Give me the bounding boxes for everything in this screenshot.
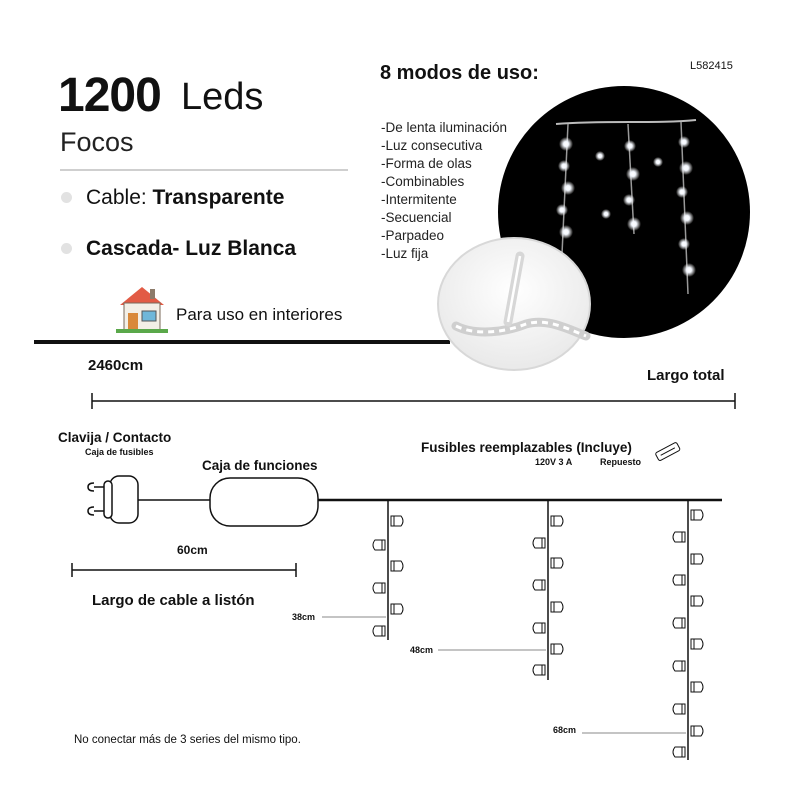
spec-cable-value: Transparente: [152, 186, 285, 209]
led-bulb-icon: [551, 558, 563, 568]
drop-length-short: 38cm: [292, 612, 316, 622]
title-led-unit: Leds: [181, 76, 264, 118]
led-bulb-icon: [673, 575, 685, 585]
led-bulb-icon: [691, 596, 703, 606]
led-bulb-icon: [373, 540, 385, 550]
subtitle: Focos: [60, 127, 134, 157]
spare-fuse-label: Repuesto: [600, 457, 642, 467]
led-bulb-icon: [673, 661, 685, 671]
indoor-use-label: Para uso en interiores: [176, 305, 343, 324]
lead-length-value: 60cm: [177, 543, 208, 557]
fuse-rating: 120V 3 A: [535, 457, 573, 467]
led-bulb-icon: [673, 704, 685, 714]
mode-item: -Luz fija: [381, 246, 429, 261]
total-length-label: Largo total: [647, 367, 725, 384]
function-box-label: Caja de funciones: [202, 458, 318, 473]
modes-title: 8 modos de uso:: [380, 62, 539, 84]
lead-length-label: Largo de cable a listón: [92, 592, 255, 609]
spec-cable-label: Cable:: [86, 186, 153, 209]
mode-item: -Luz consecutiva: [381, 138, 483, 153]
series-warning: No conectar más de 3 series del mismo tipo.: [74, 734, 301, 746]
led-bulb-icon: [691, 639, 703, 649]
led-bulb-icon: [391, 516, 403, 526]
led-bulb-icon: [673, 618, 685, 628]
led-bulb-icon: [373, 583, 385, 593]
plug-label: Clavija / Contacto: [58, 430, 172, 445]
fuse-box-label: Caja de fusibles: [85, 447, 154, 457]
led-bulb-icon: [391, 561, 403, 571]
mode-item: -De lenta iluminación: [381, 120, 508, 135]
mode-item: -Secuencial: [381, 210, 452, 225]
led-bulb-icon: [673, 532, 685, 542]
led-bulb-icon: [533, 623, 545, 633]
led-bulb-icon: [533, 580, 545, 590]
led-bulb-icon: [691, 510, 703, 520]
mode-item: -Parpadeo: [381, 228, 445, 243]
fuses-label: Fusibles reemplazables (Incluye): [421, 440, 632, 455]
drop-length-medium: 48cm: [410, 645, 434, 655]
led-bulb-icon: [551, 644, 563, 654]
led-bulb-icon: [373, 626, 385, 636]
led-bulb-icon: [533, 665, 545, 675]
product-sku: L582415: [690, 60, 733, 72]
mode-item: -Combinables: [381, 174, 465, 189]
led-bulb-icon: [691, 682, 703, 692]
led-bulb-icon: [691, 554, 703, 564]
led-bulb-icon: [551, 516, 563, 526]
title-led-count: 1200: [58, 69, 161, 122]
spec-type-value: Cascada- Luz Blanca: [86, 237, 297, 260]
total-length-value: 2460cm: [88, 357, 144, 374]
led-bulb-icon: [691, 726, 703, 736]
mode-item: -Forma de olas: [381, 156, 472, 171]
led-bulb-icon: [391, 604, 403, 614]
led-bulb-icon: [551, 602, 563, 612]
led-bulb-icon: [533, 538, 545, 548]
mode-item: -Intermitente: [381, 192, 457, 207]
drop-length-long: 68cm: [553, 725, 577, 735]
led-bulb-icon: [673, 747, 685, 757]
